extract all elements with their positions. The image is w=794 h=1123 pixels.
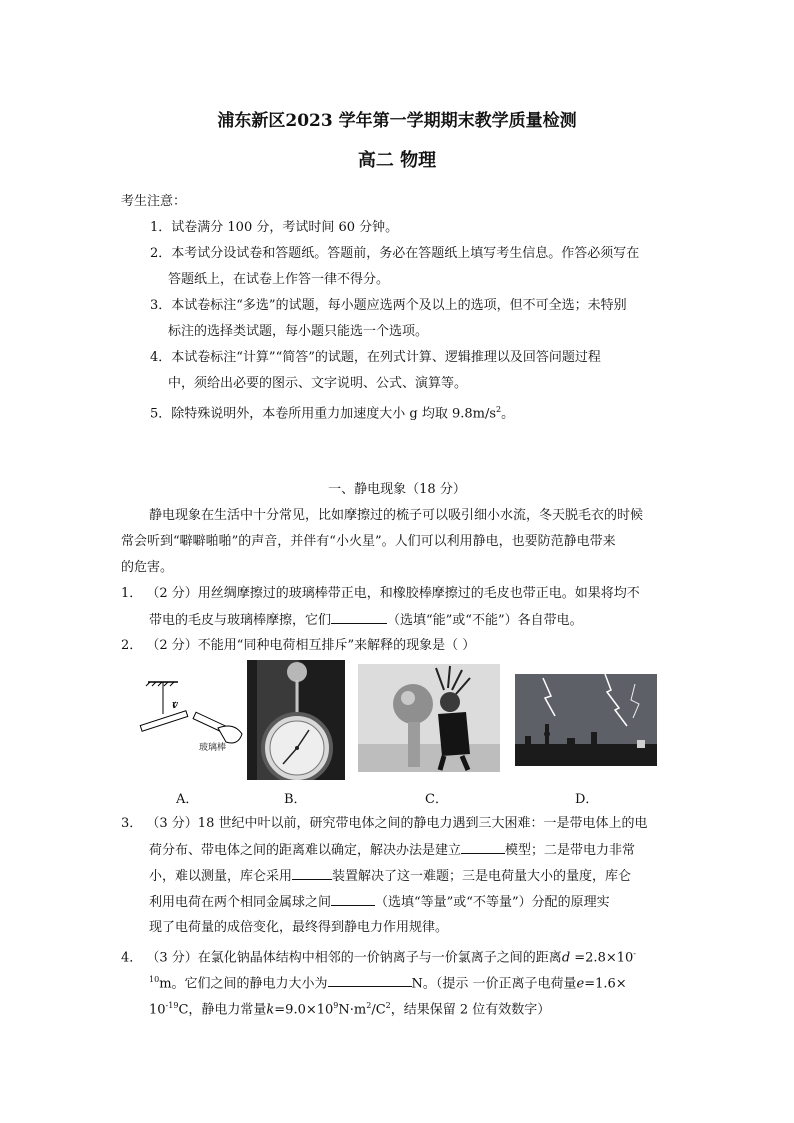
figure-c-van-de-graaff-photo bbox=[358, 664, 500, 772]
superscript: 2 bbox=[496, 405, 502, 414]
superscript: - bbox=[633, 949, 636, 958]
q3-text: 小，难以测量，库仑采用 bbox=[149, 869, 293, 884]
intro-text: 静电现象在生活中十分常见，比如摩擦过的梳子可以吸引细小水流，冬天脱毛衣的时候 bbox=[149, 508, 644, 523]
notice-item: 4．本试卷标注“计算”“简答”的试题，在列式计算、逻辑推理以及回答问题过程 bbox=[150, 350, 601, 365]
q4-text: N。（提示 一价正离子电荷量 bbox=[411, 976, 577, 992]
notice-heading: 考生注意： bbox=[121, 194, 187, 209]
notice-item: 1．试卷满分 100 分，考试时间 60 分钟。 bbox=[150, 220, 399, 235]
question-4-line bbox=[149, 971, 627, 993]
superscript: 2 bbox=[385, 1001, 391, 1010]
intro-text: 的危害。 bbox=[121, 560, 174, 575]
q4-text: N·m bbox=[338, 1002, 367, 1018]
q3-text: 模型；二是带电力非常 bbox=[505, 843, 636, 858]
q4-text: =2.8×10 bbox=[570, 950, 634, 966]
answer-blank[interactable] bbox=[461, 841, 505, 854]
question-3-line bbox=[149, 893, 610, 912]
superscript: 9 bbox=[333, 1001, 339, 1010]
q3-text: （选填“等量”或“不等量”）分配的原理实 bbox=[375, 895, 610, 910]
question-3-line: 3． （3 分）18 世纪中叶以前，研究带电体之间的静电力遇到三大困难：一是带电体上的电 bbox=[121, 816, 648, 831]
q4-text: 10 bbox=[149, 1002, 166, 1018]
notice-item: 2．本考试分设试卷和答题纸。答题前，务必在答题纸上填写考生信息。作答必须写在 bbox=[150, 246, 640, 261]
question-4-line bbox=[121, 945, 636, 967]
symbol-d: d bbox=[561, 950, 571, 966]
superscript: 2 bbox=[366, 1001, 372, 1010]
section-heading: 一、静电现象（18 分） bbox=[328, 482, 466, 497]
figure-d-lightning-photo bbox=[515, 674, 657, 766]
notice-item: 答题纸上，在试卷上作答一律不得分。 bbox=[168, 272, 390, 287]
notice-item: 中，须给出必要的图示、文字说明、公式、演算等。 bbox=[168, 376, 468, 391]
question-3-line bbox=[149, 867, 631, 886]
question-1-line bbox=[149, 611, 583, 630]
intro-text: 常会听到“噼噼啪啪”的声音，并伴有“小火星”。人们可以利用静电，也要防范静电带来 bbox=[121, 534, 616, 549]
notice-item: 3．本试卷标注“多选”的试题，每小题应选两个及以上的选项，但不可全选；未特别 bbox=[150, 298, 627, 313]
page-subtitle: 高二 物理 bbox=[357, 150, 437, 171]
symbol-e: e bbox=[576, 976, 585, 992]
figure-b-electroscope-photo bbox=[247, 660, 345, 780]
answer-blank[interactable] bbox=[331, 611, 387, 624]
q4-text: =9.0×10 bbox=[274, 1002, 334, 1018]
answer-blank[interactable] bbox=[331, 893, 375, 906]
q4-text: /C bbox=[371, 1002, 386, 1018]
question-1-line: 1． （2 分）用丝绸摩擦过的玻璃棒带正电，和橡胶棒摩擦过的毛皮也带正电。如果将均不 bbox=[121, 586, 640, 601]
option-c-label: C． bbox=[425, 792, 448, 807]
question-2-line: 2． （2 分）不能用“同种电荷相互排斥”来解释的现象是（ ） bbox=[121, 638, 476, 653]
q4-text: 4． （3 分）在氯化钠晶体结构中相邻的一价钠离子与一价氯离子之间的距离 bbox=[121, 950, 562, 966]
symbol-k: k bbox=[266, 1002, 275, 1018]
option-a-label: A． bbox=[176, 792, 199, 807]
question-4-line bbox=[149, 997, 550, 1019]
superscript: 10 bbox=[149, 975, 160, 984]
q4-text: ，结果保留 2 位有效数字） bbox=[390, 1002, 551, 1018]
answer-blank[interactable] bbox=[328, 974, 412, 987]
q4-text: =1.6× bbox=[584, 976, 627, 992]
glass-rod-label: 玻璃棒 bbox=[199, 743, 227, 753]
q1-text: （选填“能”或“不能”）各自带电。 bbox=[387, 613, 583, 628]
period: 。 bbox=[501, 406, 515, 422]
option-d-label: D． bbox=[575, 792, 599, 807]
page-title: 浦东新区2023 学年第一学期期末教学质量检测 bbox=[217, 111, 577, 131]
q3-text: 荷分布、带电体之间的距离难以确定，解决办法是建立 bbox=[149, 843, 462, 858]
question-3-line: 现了电荷量的成倍变化，最终得到静电力作用规律。 bbox=[149, 920, 449, 935]
q3-text: 装置解决了这一难题；三是电荷量大小的量度，库仑 bbox=[332, 869, 632, 884]
notice-item: 标注的选择类试题，每小题只能选一个选项。 bbox=[168, 324, 429, 339]
notice-item bbox=[150, 401, 514, 423]
q4-text: C，静电力常量 bbox=[178, 1002, 267, 1018]
q4-text: m。它们之间的静电力大小为 bbox=[159, 976, 328, 992]
question-3-line bbox=[149, 841, 635, 860]
q1-text: 带电的毛皮与玻璃棒摩擦，它们 bbox=[149, 613, 332, 628]
velocity-label: v bbox=[172, 698, 179, 711]
answer-blank[interactable] bbox=[292, 867, 332, 880]
q3-text: 利用电荷在两个相同金属球之间 bbox=[149, 895, 332, 910]
notice-item-text: 5．除特殊说明外，本卷所用重力加速度大小 g 均取 9.8m/s bbox=[150, 406, 497, 422]
figure-a-glass-rod bbox=[138, 676, 248, 756]
option-b-label: B． bbox=[284, 792, 307, 807]
superscript: -19 bbox=[165, 1001, 179, 1010]
